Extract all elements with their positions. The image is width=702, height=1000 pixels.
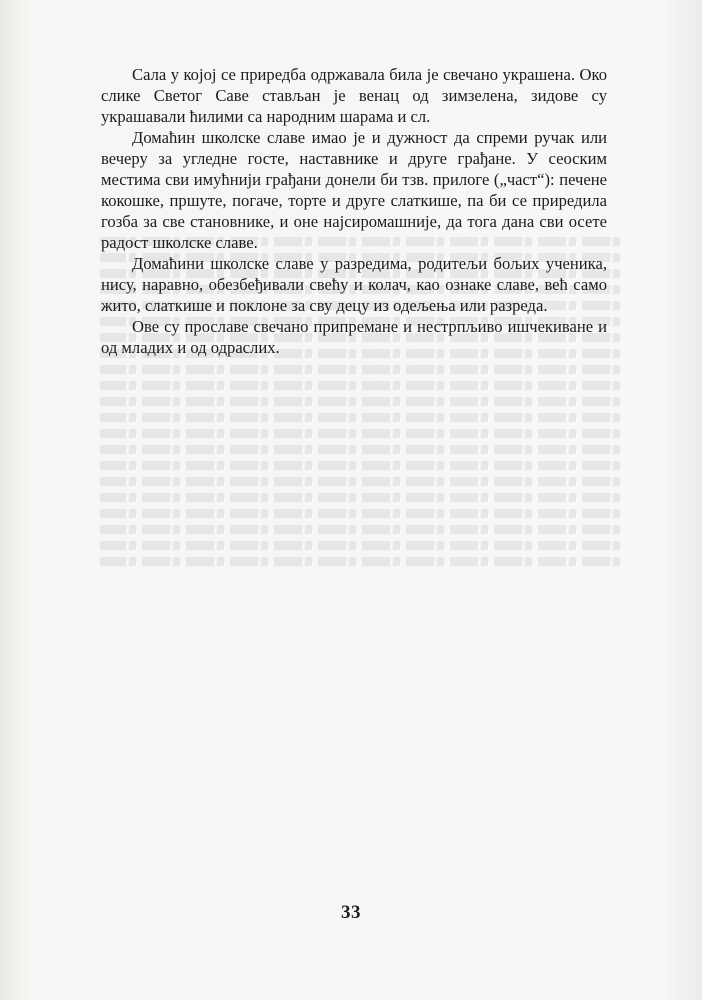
paragraph-celebrations: Ове су прославе свечано припремане и нестрпљиво ишчекиване и од младих и од одраслих. bbox=[101, 317, 607, 357]
paragraph-host-duty: Домаћин школске славе имао је и дужност да спреми ручак или вечеру за угледне госте, наставнике и друге грађане. У сеоским местима сви имућнији грађани донели би тзв. прилоге („част“): печене кокошке, пршуте, погаче, торте и друге слаткише, па би се приредила гозба за све становнике, и оне најсиромашније, да тога дана сви осете радост школске славе. bbox=[101, 128, 607, 252]
page-number: 33 bbox=[341, 902, 361, 923]
paragraph-hall-decoration: Сала у којој се приредба одржавала била је свечано украшена. Око слике Светог Саве стављан је венац од зимзелена, зидове су украшавали ћилими са народним шарама и сл. bbox=[101, 65, 607, 126]
paragraph-class-hosts: Домаћини школске славе у разредима, родитељи бољих ученика, нису, наравно, обезбеђивали свећу и колач, као ознаке славе, већ само жито, слаткише и поклоне за сву децу из одељења или разреда. bbox=[101, 254, 607, 315]
body-text bbox=[101, 64, 607, 358]
